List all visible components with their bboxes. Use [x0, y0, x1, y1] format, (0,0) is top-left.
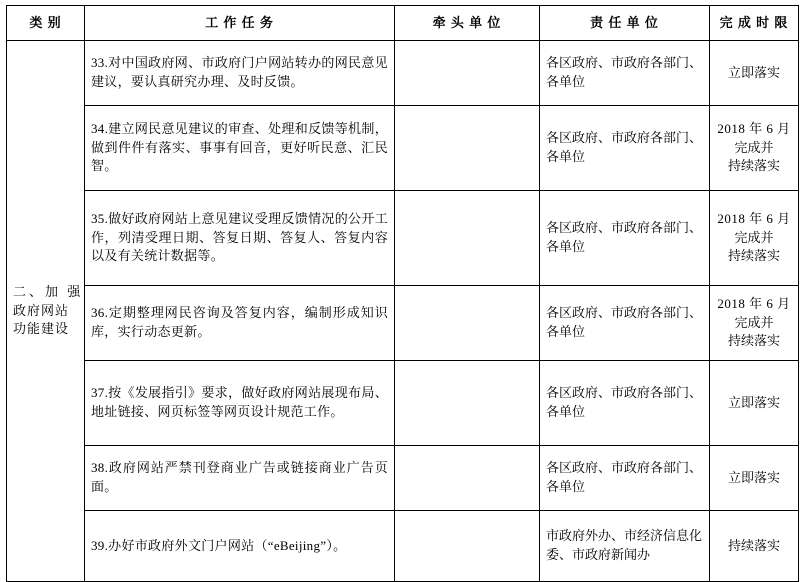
- column-header-task: 工 作 任 务: [85, 6, 395, 41]
- deadline-line: 2018 年 6 月: [717, 120, 791, 136]
- lead-unit-cell: [395, 191, 540, 286]
- category-line-2: 政府网站: [13, 302, 70, 318]
- deadline-cell: [710, 286, 799, 361]
- task-cell: 34.建立网民意见建议的审查、处理和反馈等机制，做到件件有落实、事事有回音，更好听民意、汇民智。: [85, 106, 395, 191]
- task-cell: 38.政府网站严禁刊登商业广告或链接商业广告页面。: [85, 446, 395, 511]
- table-row: [7, 446, 799, 511]
- task-cell: 37.按《发展指引》要求，做好政府网站展现布局、地址链接、网页标签等网页设计规范工作。: [85, 361, 395, 446]
- deadline-line: 立即落实: [727, 469, 780, 485]
- deadline-line: 完成并: [734, 229, 774, 245]
- table-row: [7, 106, 799, 191]
- column-header-category: 类 别: [7, 6, 85, 41]
- responsible-unit-cell: 各区政府、市政府各部门、各单位: [540, 286, 710, 361]
- column-header-deadline: 完 成 时 限: [710, 6, 799, 41]
- category-line-1: 二、加 强: [13, 283, 84, 299]
- deadline-line: 完成并: [734, 139, 774, 155]
- deadline-cell: [710, 41, 799, 106]
- deadline-cell: [710, 191, 799, 286]
- responsible-unit-cell: 各区政府、市政府各部门、各单位: [540, 191, 710, 286]
- responsible-unit-cell: 各区政府、市政府各部门、各单位: [540, 361, 710, 446]
- table-header: [7, 6, 799, 41]
- table-row: [7, 361, 799, 446]
- table-header-row: [7, 6, 799, 41]
- responsible-unit-cell: 各区政府、市政府各部门、各单位: [540, 41, 710, 106]
- table-body: [7, 41, 799, 582]
- column-header-responsible-unit: 责 任 单 位: [540, 6, 710, 41]
- responsible-unit-cell: 各区政府、市政府各部门、各单位: [540, 446, 710, 511]
- deadline-line: 立即落实: [727, 64, 780, 80]
- column-header-lead-unit: 牵 头 单 位: [395, 6, 540, 41]
- deadline-line: 持续落实: [727, 158, 780, 174]
- task-cell: 35.做好政府网站上意见建议受理反馈情况的公开工作，列清受理日期、答复日期、答复人、答复内容以及有关统计数据等。: [85, 191, 395, 286]
- deadline-line: 持续落实: [727, 333, 780, 349]
- lead-unit-cell: [395, 361, 540, 446]
- category-line-3: 功能建设: [13, 321, 70, 337]
- deadline-line: 立即落实: [727, 394, 780, 410]
- deadline-line: 2018 年 6 月: [717, 210, 791, 226]
- deadline-line: 持续落实: [727, 537, 780, 553]
- deadline-line: 持续落实: [727, 248, 780, 264]
- lead-unit-cell: [395, 446, 540, 511]
- table-row: [7, 41, 799, 106]
- deadline-cell: [710, 361, 799, 446]
- table-row: [7, 191, 799, 286]
- lead-unit-cell: [395, 511, 540, 582]
- deadline-line: 2018 年 6 月: [717, 295, 791, 311]
- deadline-cell: [710, 106, 799, 191]
- responsible-unit-cell: 各区政府、市政府各部门、各单位: [540, 106, 710, 191]
- lead-unit-cell: [395, 41, 540, 106]
- task-cell: 33.对中国政府网、市政府门户网站转办的网民意见建议，要认真研究办理、及时反馈。: [85, 41, 395, 106]
- table-row: [7, 511, 799, 582]
- deadline-line: 完成并: [734, 314, 774, 330]
- lead-unit-cell: [395, 286, 540, 361]
- table-row: [7, 286, 799, 361]
- category-cell: [7, 41, 85, 582]
- deadline-cell: [710, 446, 799, 511]
- task-table: [6, 5, 799, 582]
- task-cell: 36.定期整理网民咨询及答复内容，编制形成知识库，实行动态更新。: [85, 286, 395, 361]
- task-cell: 39.办好市政府外文门户网站（“eBeijing”）。: [85, 511, 395, 582]
- lead-unit-cell: [395, 106, 540, 191]
- deadline-cell: [710, 511, 799, 582]
- responsible-unit-cell: 市政府外办、市经济信息化委、市政府新闻办: [540, 511, 710, 582]
